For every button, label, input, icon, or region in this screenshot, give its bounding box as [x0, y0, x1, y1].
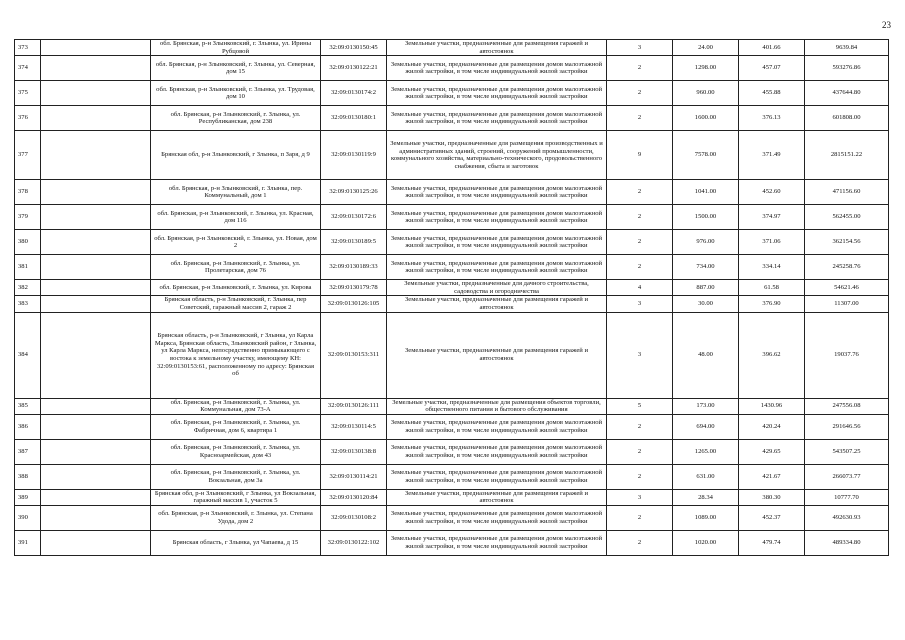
specific-value-cell: 452.60: [739, 180, 805, 205]
area-cell: 7578.00: [673, 131, 739, 180]
specific-value-cell: 1430.96: [739, 398, 805, 414]
address-cell: обл. Брянская, р-н Злынковский, г. Злынка, ул. Красноармейская, дом 43: [151, 439, 321, 464]
use-group-cell: 3: [607, 489, 673, 505]
use-group-cell: 3: [607, 312, 673, 398]
cadastral-value-cell: 266073.77: [805, 464, 889, 489]
cadastral-number-cell: 32:09:0130150:45: [321, 40, 387, 56]
empty-cell: [41, 296, 151, 312]
table-row: [15, 489, 889, 505]
area-cell: 887.00: [673, 280, 739, 296]
use-group-cell: 2: [607, 56, 673, 81]
cadastral-number-cell: 32:09:0130125:26: [321, 180, 387, 205]
table-row: [15, 530, 889, 555]
use-group-cell: 9: [607, 131, 673, 180]
table-row: [15, 230, 889, 255]
empty-cell: [41, 464, 151, 489]
table-row: [15, 180, 889, 205]
address-cell: обл. Брянская, р-н Злынковский, г. Злынка, ул. Кирова: [151, 280, 321, 296]
table-row: [15, 312, 889, 398]
cadastral-number-cell: 32:09:0130122:21: [321, 56, 387, 81]
use-group-cell: 3: [607, 40, 673, 56]
cadastral-number-cell: 32:09:0130119:9: [321, 131, 387, 180]
empty-cell: [41, 180, 151, 205]
use-group-cell: 2: [607, 180, 673, 205]
specific-value-cell: 429.65: [739, 439, 805, 464]
specific-value-cell: 452.37: [739, 505, 805, 530]
cadastral-value-cell: 10777.70: [805, 489, 889, 505]
table-row: [15, 505, 889, 530]
land-use-cell: Земельные участки, предназначенные для размещения домов малоэтажной жилой застройки, в том числе индивидуальной жилой застройки: [387, 464, 607, 489]
land-registry-table: [14, 39, 889, 556]
specific-value-cell: 334.14: [739, 255, 805, 280]
area-cell: 1020.00: [673, 530, 739, 555]
table-row: [15, 414, 889, 439]
row-number: 391: [15, 530, 41, 555]
cadastral-value-cell: 562455.00: [805, 205, 889, 230]
use-group-cell: 2: [607, 439, 673, 464]
page-number: 23: [882, 20, 891, 30]
cadastral-number-cell: 32:09:0130114:21: [321, 464, 387, 489]
land-use-cell: Земельные участки, предназначенные для размещения домов малоэтажной жилой застройки, в том числе индивидуальной жилой застройки: [387, 56, 607, 81]
table-row: [15, 81, 889, 106]
use-group-cell: 3: [607, 296, 673, 312]
cadastral-number-cell: 32:09:0130172:6: [321, 205, 387, 230]
table-row: [15, 40, 889, 56]
area-cell: 1089.00: [673, 505, 739, 530]
area-cell: 173.00: [673, 398, 739, 414]
empty-cell: [41, 439, 151, 464]
address-cell: Брянская область, г Злынка, ул Чапаева, д 15: [151, 530, 321, 555]
cadastral-value-cell: 11307.00: [805, 296, 889, 312]
area-cell: 28.34: [673, 489, 739, 505]
specific-value-cell: 455.88: [739, 81, 805, 106]
use-group-cell: 2: [607, 81, 673, 106]
cadastral-value-cell: 593276.86: [805, 56, 889, 81]
area-cell: 960.00: [673, 81, 739, 106]
land-use-cell: Земельные участки, предназначенные для размещения гаражей и автостоянок: [387, 489, 607, 505]
specific-value-cell: 376.13: [739, 106, 805, 131]
cadastral-number-cell: 32:09:0130120:84: [321, 489, 387, 505]
land-use-cell: Земельные участки, предназначенные для размещения гаражей и автостоянок: [387, 296, 607, 312]
cadastral-value-cell: 19037.76: [805, 312, 889, 398]
specific-value-cell: 401.66: [739, 40, 805, 56]
use-group-cell: 2: [607, 205, 673, 230]
area-cell: 1500.00: [673, 205, 739, 230]
cadastral-value-cell: 601808.00: [805, 106, 889, 131]
cadastral-value-cell: 489334.80: [805, 530, 889, 555]
specific-value-cell: 374.97: [739, 205, 805, 230]
row-number: 373: [15, 40, 41, 56]
specific-value-cell: 420.24: [739, 414, 805, 439]
row-number: 374: [15, 56, 41, 81]
table-row: [15, 280, 889, 296]
area-cell: 631.00: [673, 464, 739, 489]
address-cell: обл. Брянская, р-н Злынковский, г. Злынка, ул. Ирины Рубцовой: [151, 40, 321, 56]
cadastral-value-cell: 362154.56: [805, 230, 889, 255]
empty-cell: [41, 131, 151, 180]
use-group-cell: 4: [607, 280, 673, 296]
row-number: 380: [15, 230, 41, 255]
cadastral-number-cell: 32:09:0130189:5: [321, 230, 387, 255]
cadastral-value-cell: 9639.84: [805, 40, 889, 56]
empty-cell: [41, 40, 151, 56]
empty-cell: [41, 81, 151, 106]
empty-cell: [41, 56, 151, 81]
row-number: 376: [15, 106, 41, 131]
cadastral-value-cell: 543507.25: [805, 439, 889, 464]
cadastral-value-cell: 492630.93: [805, 505, 889, 530]
use-group-cell: 2: [607, 106, 673, 131]
table-row: [15, 56, 889, 81]
row-number: 378: [15, 180, 41, 205]
area-cell: 976.00: [673, 230, 739, 255]
table-row: [15, 296, 889, 312]
empty-cell: [41, 505, 151, 530]
empty-cell: [41, 106, 151, 131]
specific-value-cell: 376.90: [739, 296, 805, 312]
land-use-cell: Земельные участки, предназначенные для размещения домов малоэтажной жилой застройки, в том числе индивидуальной жилой застройки: [387, 530, 607, 555]
land-use-cell: Земельные участки, предназначенные для размещения домов малоэтажной жилой застройки, в том числе индивидуальной жилой застройки: [387, 255, 607, 280]
land-use-cell: Земельные участки, предназначенные для размещения гаражей и автостоянок: [387, 312, 607, 398]
cadastral-number-cell: 32:09:0130126:111: [321, 398, 387, 414]
land-use-cell: Земельные участки, предназначенные для размещения домов малоэтажной жилой застройки, в том числе индивидуальной жилой застройки: [387, 106, 607, 131]
table-row: [15, 255, 889, 280]
address-cell: обл. Брянская, р-н Злынковский, г. Злынка, ул. Республиканская, дом 238: [151, 106, 321, 131]
land-use-cell: Земельные участки, предназначенные для размещения гаражей и автостоянок: [387, 40, 607, 56]
row-number: 377: [15, 131, 41, 180]
table-row: [15, 439, 889, 464]
address-cell: обл. Брянская, р-н Злынковский, г. Злынка, ул. Красная, дом 116: [151, 205, 321, 230]
cadastral-number-cell: 32:09:0130138:8: [321, 439, 387, 464]
row-number: 375: [15, 81, 41, 106]
specific-value-cell: 457.07: [739, 56, 805, 81]
specific-value-cell: 61.58: [739, 280, 805, 296]
cadastral-number-cell: 32:09:0130179:78: [321, 280, 387, 296]
row-number: 390: [15, 505, 41, 530]
land-use-cell: Земельные участки, предназначенные для размещения домов малоэтажной жилой застройки, в том числе индивидуальной жилой застройки: [387, 439, 607, 464]
land-use-cell: Земельные участки, предназначенные для размещения домов малоэтажной жилой застройки, в том числе индивидуальной жилой застройки: [387, 180, 607, 205]
cadastral-value-cell: 471156.60: [805, 180, 889, 205]
row-number: 388: [15, 464, 41, 489]
use-group-cell: 2: [607, 255, 673, 280]
empty-cell: [41, 530, 151, 555]
cadastral-number-cell: 32:09:0130114:5: [321, 414, 387, 439]
area-cell: 694.00: [673, 414, 739, 439]
cadastral-number-cell: 32:09:0130108:2: [321, 505, 387, 530]
row-number: 381: [15, 255, 41, 280]
cadastral-number-cell: 32:09:0130153:311: [321, 312, 387, 398]
specific-value-cell: 421.67: [739, 464, 805, 489]
address-cell: Брянская область, р-н Злынковский, г. Злынка, пер Советский, гаражный массив 2, гараж 2: [151, 296, 321, 312]
use-group-cell: 2: [607, 530, 673, 555]
cadastral-value-cell: 291646.56: [805, 414, 889, 439]
row-number: 386: [15, 414, 41, 439]
empty-cell: [41, 398, 151, 414]
empty-cell: [41, 205, 151, 230]
land-use-cell: Земельные участки, предназначенные для размещения домов малоэтажной жилой застройки, в том числе индивидуальной жилой застройки: [387, 414, 607, 439]
table-row: [15, 464, 889, 489]
area-cell: 30.00: [673, 296, 739, 312]
address-cell: обл. Брянская, р-н Злынковский, г. Злынка, ул. Коммунальная, дом 73-А: [151, 398, 321, 414]
address-cell: обл. Брянская, р-н Злынковский, г. Злынка, ул. Пролетарская, дом 76: [151, 255, 321, 280]
row-number: 384: [15, 312, 41, 398]
cadastral-value-cell: 54621.46: [805, 280, 889, 296]
land-use-cell: Земельные участки, предназначенные для дачного строительства, садоводства и огородничества: [387, 280, 607, 296]
empty-cell: [41, 255, 151, 280]
row-number: 387: [15, 439, 41, 464]
table-row: [15, 131, 889, 180]
land-use-cell: Земельные участки, предназначенные для размещения объектов торговли, общественного питания и бытового обслуживания: [387, 398, 607, 414]
table-row: [15, 205, 889, 230]
empty-cell: [41, 414, 151, 439]
address-cell: обл. Брянская, р-н Злынковский, г. Злынка, ул. Степана Удода, дом 2: [151, 505, 321, 530]
use-group-cell: 2: [607, 464, 673, 489]
table-row: [15, 106, 889, 131]
address-cell: обл. Брянская, р-н Злынковский, г. Злынка, пер. Коммунальный, дом 1: [151, 180, 321, 205]
land-use-cell: Земельные участки, предназначенные для размещения производственных и административных зданий, строений, сооружений промышленности, коммунального хозяйства, материально-технического, продовольственного снабжения, сбыта и заготовок: [387, 131, 607, 180]
table-body: [15, 40, 889, 556]
row-number: 383: [15, 296, 41, 312]
use-group-cell: 2: [607, 505, 673, 530]
cadastral-number-cell: 32:09:0130126:105: [321, 296, 387, 312]
address-cell: обл. Брянская, р-н Злынковский, г. Злынка, ул. Новая, дом 2: [151, 230, 321, 255]
cadastral-value-cell: 437644.80: [805, 81, 889, 106]
land-use-cell: Земельные участки, предназначенные для размещения домов малоэтажной жилой застройки, в том числе индивидуальной жилой застройки: [387, 81, 607, 106]
address-cell: обл. Брянская, р-н Злынковский, г. Злынка, ул. Северная, дом 15: [151, 56, 321, 81]
area-cell: 734.00: [673, 255, 739, 280]
specific-value-cell: 380.30: [739, 489, 805, 505]
specific-value-cell: 479.74: [739, 530, 805, 555]
land-use-cell: Земельные участки, предназначенные для размещения домов малоэтажной жилой застройки, в том числе индивидуальной жилой застройки: [387, 230, 607, 255]
address-cell: Брянская обл, р-н Злынковский, г Злынка, п Заря, д 9: [151, 131, 321, 180]
cadastral-value-cell: 245258.76: [805, 255, 889, 280]
use-group-cell: 5: [607, 398, 673, 414]
area-cell: 24.00: [673, 40, 739, 56]
row-number: 385: [15, 398, 41, 414]
area-cell: 1600.00: [673, 106, 739, 131]
cadastral-value-cell: 247556.08: [805, 398, 889, 414]
specific-value-cell: 371.06: [739, 230, 805, 255]
row-number: 382: [15, 280, 41, 296]
cadastral-number-cell: 32:09:0130180:1: [321, 106, 387, 131]
empty-cell: [41, 312, 151, 398]
cadastral-value-cell: 2815151.22: [805, 131, 889, 180]
empty-cell: [41, 280, 151, 296]
specific-value-cell: 371.49: [739, 131, 805, 180]
address-cell: Брянская обл, р-н Злынковский, г Злынка, ул Вокзальная, гаражный массив 1, участок 5: [151, 489, 321, 505]
address-cell: обл. Брянская, р-н Злынковский, г. Злынка, ул. Трудовая, дом 10: [151, 81, 321, 106]
specific-value-cell: 396.62: [739, 312, 805, 398]
address-cell: обл. Брянская, р-н Злынковский, г. Злынка, ул. Фабричная, дом 6, квартира 1: [151, 414, 321, 439]
row-number: 389: [15, 489, 41, 505]
use-group-cell: 2: [607, 230, 673, 255]
area-cell: 48.00: [673, 312, 739, 398]
cadastral-number-cell: 32:09:0130174:2: [321, 81, 387, 106]
address-cell: обл. Брянская, р-н Злынковский, г. Злынка, ул. Вокзальная, дом 3а: [151, 464, 321, 489]
use-group-cell: 2: [607, 414, 673, 439]
cadastral-number-cell: 32:09:0130189:33: [321, 255, 387, 280]
area-cell: 1041.00: [673, 180, 739, 205]
empty-cell: [41, 489, 151, 505]
area-cell: 1298.00: [673, 56, 739, 81]
cadastral-number-cell: 32:09:0130122:102: [321, 530, 387, 555]
row-number: 379: [15, 205, 41, 230]
land-use-cell: Земельные участки, предназначенные для размещения домов малоэтажной жилой застройки, в том числе индивидуальной жилой застройки: [387, 505, 607, 530]
table-row: [15, 398, 889, 414]
empty-cell: [41, 230, 151, 255]
area-cell: 1265.00: [673, 439, 739, 464]
land-use-cell: Земельные участки, предназначенные для размещения домов малоэтажной жилой застройки, в том числе индивидуальной жилой застройки: [387, 205, 607, 230]
address-cell: Брянская область, р-н Злынковский, г Злынка, ул Карла Маркса, Брянская область, Злынковский район, г Злынка, ул Карла Маркса, непосредственно примыкающего с востока к земельному участку, имеющему КН: 32:09:0130153:61, расположенному по адресу: Брянская об: [151, 312, 321, 398]
